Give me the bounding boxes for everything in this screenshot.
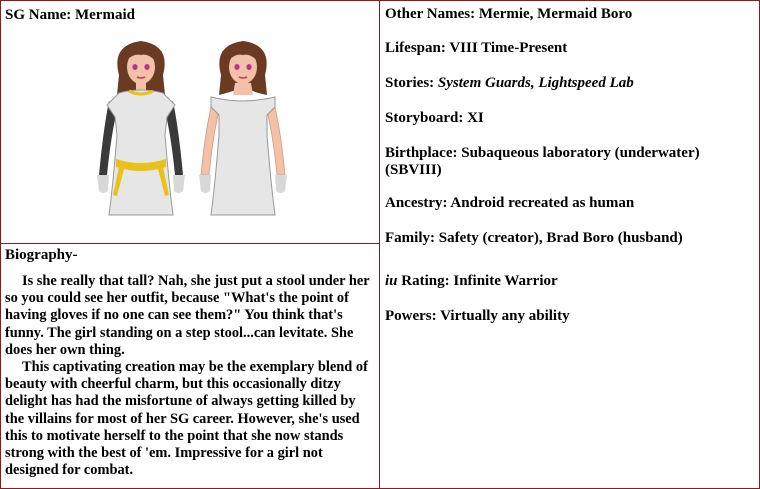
mermaid-figure-gloved <box>89 35 193 221</box>
biography-text <box>5 273 377 479</box>
powers-row: Powers: Virtually any ability <box>385 308 570 324</box>
lifespan-row: Lifespan: VIII Time-Present <box>385 40 568 56</box>
rating-row: iu Rating: Infinite Warrior <box>385 273 558 289</box>
birthplace-row: Birthplace: Subaqueous laboratory (underwater) (SBVIII) <box>385 145 700 178</box>
sg-name-label: SG Name: Mermaid <box>5 7 135 23</box>
storyboard-row: Storyboard: XI <box>385 110 484 126</box>
biography-paragraph-1: Is she really that tall? Nah, she just put a stool under her so you could see her outfit, because "What's the point of having gloves if no one can see them?" You think that's funny. The girl standing on a step stool...can levitate. She does her own thing. <box>5 273 370 358</box>
stories-row: Stories: System Guards, Lightspeed Lab <box>385 75 634 91</box>
biography-panel <box>0 243 380 489</box>
info-panel <box>379 0 760 489</box>
family-row: Family: Safety (creator), Brad Boro (husband) <box>385 230 683 246</box>
biography-heading: Biography- <box>5 247 78 263</box>
ancestry-row: Ancestry: Android recreated as human <box>385 195 635 211</box>
other-names-row: Other Names: Mermie, Mermaid Boro <box>385 6 633 22</box>
portrait-panel <box>0 0 380 244</box>
mermaid-figure-casual <box>191 35 295 221</box>
biography-paragraph-2: This captivating creation may be the exemplary blend of beauty with cheerful charm, but this occasionally ditzy delight has had the misfortune of always getting killed by the villains for most of her SG career. However, she's used this to motivate herself to the point that she now stands strong with the best of 'em. Impressive for a girl not designed for combat. <box>5 359 368 479</box>
